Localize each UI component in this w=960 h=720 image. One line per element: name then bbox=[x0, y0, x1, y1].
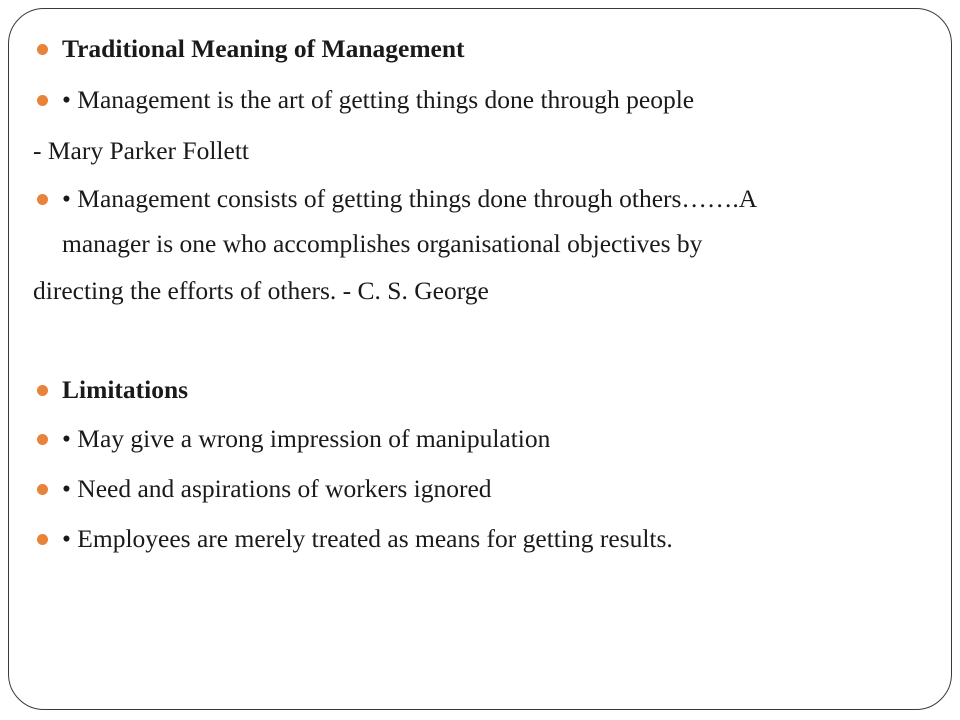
limitation-2: • Need and aspirations of workers ignored bbox=[62, 474, 492, 503]
attribution-follett: - Mary Parker Follett bbox=[33, 136, 249, 165]
limitation-3: • Employees are merely treated as means for getting results. bbox=[62, 524, 673, 553]
bullet-dot-icon bbox=[37, 434, 48, 445]
point-george-line-2: manager is one who accomplishes organisational objectives by bbox=[62, 229, 703, 258]
point-george-line-3: directing the efforts of others. - C. S. George bbox=[33, 276, 489, 305]
point-follett: • Management is the art of getting things done through people bbox=[62, 85, 695, 114]
bullet-dot-icon bbox=[37, 385, 48, 396]
heading-traditional-meaning: Traditional Meaning of Management bbox=[62, 34, 465, 63]
bullet-dot-icon bbox=[37, 484, 48, 495]
heading-limitations: Limitations bbox=[62, 375, 189, 404]
point-george-line-1: • Management consists of getting things done through others…….A bbox=[62, 184, 758, 213]
bullet-dot-icon bbox=[37, 44, 48, 55]
bullet-dot-icon bbox=[37, 194, 48, 205]
bullet-dot-icon bbox=[37, 534, 48, 545]
limitation-1: • May give a wrong impression of manipulation bbox=[62, 424, 551, 453]
bullet-dot-icon bbox=[37, 95, 48, 106]
